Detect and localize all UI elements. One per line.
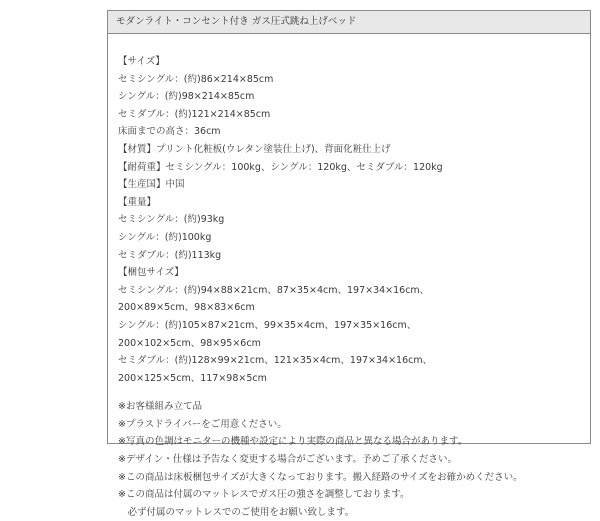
note-mattress-use: 必ず付属のマットレスでのご使用をお願い致します。 bbox=[118, 506, 355, 518]
spec-line-package-semi-double-1: セミダブル：(約)128×99×21cm、121×35×4cm、197×34×16cm、 bbox=[118, 355, 433, 367]
spec-table-body bbox=[108, 34, 590, 521]
spec-line-floor-height: 床面までの高さ：36cm bbox=[118, 126, 221, 138]
note-screwdriver: ※プラスドライバーをご用意ください。 bbox=[118, 418, 287, 430]
spec-line-material: 【材質】プリント化粧板(ウレタン塗装仕上げ)、背面化粧仕上げ bbox=[118, 143, 391, 155]
spec-line-package-heading: 【梱包サイズ】 bbox=[118, 267, 184, 279]
spec-line-size-heading: 【サイズ】 bbox=[118, 56, 165, 67]
spec-line-load-capacity: 【耐荷重】セミシングル：100kg、シングル：120kg、セミダブル：120kg bbox=[118, 161, 443, 173]
note-color-tone: ※写真の色調はモニターの機種や設定により実際の商品と異なる場合があります。 bbox=[118, 436, 468, 448]
note-self-assembly: ※お客様組み立て品 bbox=[118, 401, 202, 413]
spec-line-package-semi-double-2: 200×125×5cm、117×98×5cm bbox=[118, 372, 267, 384]
section-spacer bbox=[118, 387, 590, 398]
spec-line-weight-semi-single: セミシングル：(約)93kg bbox=[118, 214, 225, 226]
note-design-change: ※デザイン・仕様は予告なく変更する場合がございます。予めご了承ください。 bbox=[118, 454, 458, 466]
note-package-size: ※この商品は床板梱包サイズが大きくなっております。搬入経路のサイズをお確かめください。 bbox=[118, 471, 523, 483]
spec-line-package-semi-single-1: セミシングル：(約)94×88×21cm、87×35×4cm、197×34×16cm、 bbox=[118, 284, 430, 296]
spec-table-header: モダンライト・コンセント付き ガス圧式跳ね上げベッド bbox=[108, 11, 590, 34]
note-gas-pressure: ※この商品は付属のマットレスでガス圧の強さを調整しております。 bbox=[118, 489, 410, 501]
spec-line-package-single-1: シングル：(約)105×87×21cm、99×35×4cm、197×35×16cm、 bbox=[118, 319, 417, 331]
spec-line-weight-heading: 【重量】 bbox=[118, 196, 157, 208]
spec-line-package-single-2: 200×102×5cm、98×95×6cm bbox=[118, 337, 261, 349]
spec-line-weight-semi-double: セミダブル：(約)113kg bbox=[118, 249, 222, 261]
spec-line-weight-single: シングル：(約)100kg bbox=[118, 231, 212, 243]
spec-table bbox=[107, 10, 591, 518]
spec-line-size-semi-single: セミシングル：(約)86×214×85cm bbox=[118, 73, 274, 85]
spec-line-size-semi-double: セミダブル：(約)121×214×85cm bbox=[118, 108, 271, 120]
spec-line-origin: 【生産国】中国 bbox=[118, 179, 185, 191]
spec-line-size-single: シングル：(約)98×214×85cm bbox=[118, 91, 255, 103]
spec-line-package-semi-single-2: 200×89×5cm、98×83×6cm bbox=[118, 302, 255, 314]
